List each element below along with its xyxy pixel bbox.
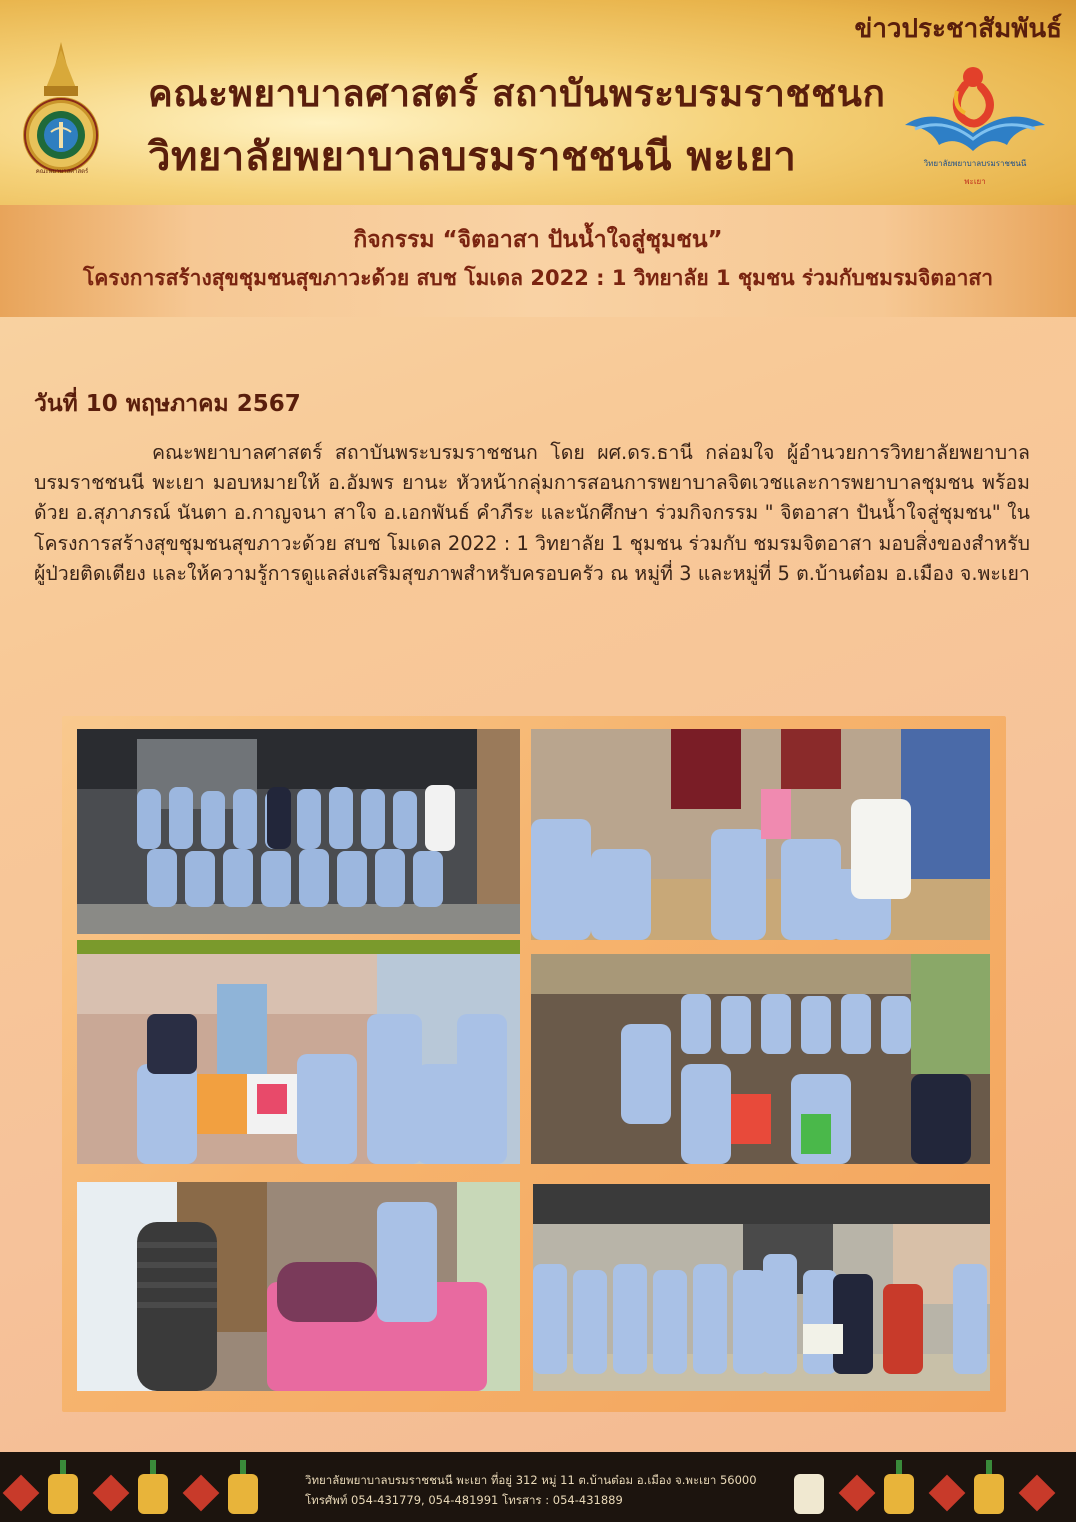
photo-group-outside-house [533, 1184, 990, 1391]
green-divider [77, 940, 520, 954]
footer-contact [305, 1470, 785, 1510]
lanna-ornament-left [0, 1456, 290, 1518]
footer-address: วิทยาลัยพยาบาลบรมราชชนนี พะเยา ที่อยู่ 312 หมู่ 11 ต.บ้านต๋อม อ.เมือง จ.พะเยา 56000 [305, 1473, 757, 1487]
photo-group-home-visit [531, 954, 990, 1164]
college-logo [895, 55, 1055, 195]
logo-left-caption: คณะพยาบาลศาสตร์ [35, 168, 89, 175]
article-date: วันที่ 10 พฤษภาคม 2567 [34, 391, 301, 417]
photo-visit-indoor [531, 729, 990, 940]
group-photo-building [77, 729, 520, 934]
press-release-label: ข่าวประชาสัมพันธ์ [854, 14, 1062, 44]
logo-right-subcaption: พะเยา [964, 177, 986, 186]
footer-phone: โทรศัพท์ 054-431779, 054-481991 โทรสาร : 054-431889 [305, 1493, 623, 1507]
faculty-name: คณะพยาบาลศาสตร์ สถาบันพระบรมราชชนก [148, 72, 886, 115]
college-name: วิทยาลัยพยาบาลบรมราชชนนี พะเยา [148, 134, 797, 180]
photo-bedridden-patient [77, 1182, 520, 1391]
activity-title: กิจกรรม “จิตอาสา ปันน้ำใจสู่ชุมชน” [353, 227, 723, 253]
article-body: คณะพยาบาลศาสตร์ สถาบันพระบรมราชชนก โดย ผศ.ดร.ธานี กล่อมใจ ผู้อำนวยการวิทยาลัยพยาบาลบรมราชชนนี พะเยา มอบหมายให้ อ.อัมพร ยานะ หัวหน้ากลุ่มการสอนการพยาบาลจิตเวชและการพยาบาลชุมชน พร้อมด้วย อ.สุภาภรณ์ นันตา อ.กาญจนา สาใจ อ.เอกพันธ์ คำภีระ และนักศึกษา ร่วมกิจกรรม " จิตอาสา ปันน้ำใจสู่ชุมชน" ในโครงการสร้างสุขชุมชนสุขภาวะด้วย สบช โมเดล 2022 : 1 วิทยาลัย 1 ชุมชน ร่วมกับ ชมรมจิตอาสา มอบสิ่งของสำหรับผู้ป่วยติดเตียง และให้ความรู้การดูแลส่งเสริมสุขภาพสำหรับครอบครัว ณ หมู่ที่ 3 และหมู่ที่ 5 ต.บ้านต๋อม อ.เมือง จ.พะเยา [34, 441, 1030, 585]
logo-right-caption: วิทยาลัยพยาบาลบรมราชชนนี [923, 159, 1027, 168]
photo-giving-gifts [77, 954, 520, 1164]
nursing-faculty-logo [16, 40, 106, 180]
project-title: โครงการสร้างสุขชุมชนสุขภาวะด้วย สบช โมเดล 2022 : 1 วิทยาลัย 1 ชุมชน ร่วมกับชมรมจิตอาสา [82, 266, 994, 290]
lanna-ornament-right [786, 1456, 1076, 1518]
